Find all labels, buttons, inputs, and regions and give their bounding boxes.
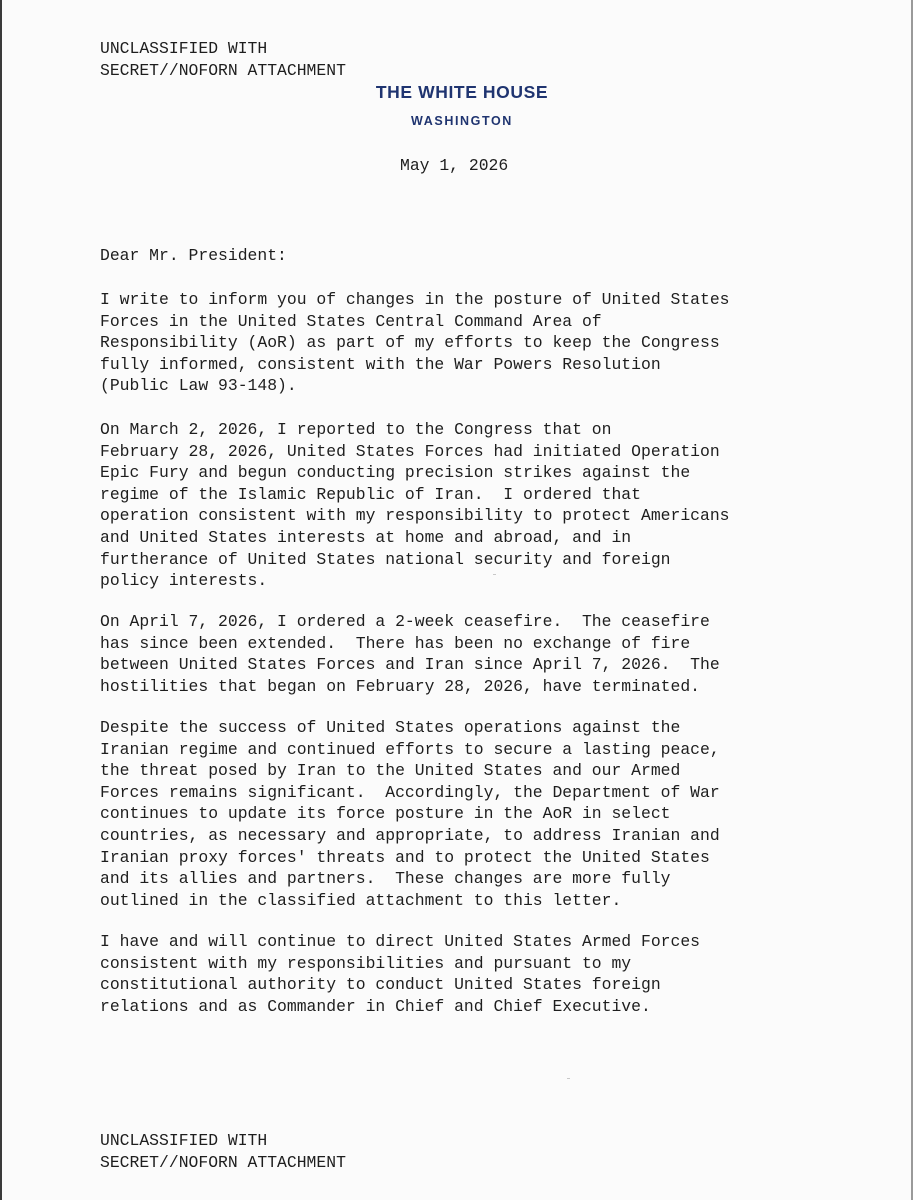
- text-line: between United States Forces and Iran since April 7, 2026. The: [100, 655, 720, 675]
- text-line: Forces in the United States Central Command Area of: [100, 311, 602, 331]
- text-line: relations and as Commander in Chief and Chief Executive.: [100, 996, 651, 1016]
- text-line: I write to inform you of changes in the posture of United States: [100, 290, 730, 309]
- text-line: Forces remains significant. Accordingly, the Department of War: [100, 782, 720, 802]
- text-line: policy interests.: [100, 571, 268, 591]
- text-line: regime of the Islamic Republic of Iran. I ordered that: [100, 484, 641, 504]
- text-line: February 28, 2026, United States Forces had initiated Operation: [100, 441, 720, 461]
- classification-marking-top: [100, 38, 346, 81]
- body-paragraph: [100, 717, 720, 911]
- text-line: outlined in the classified attachment to this letter.: [100, 890, 622, 910]
- text-line: countries, as necessary and appropriate, to address Iranian and: [100, 825, 720, 845]
- text-line: has since been extended. There has been no exchange of fire: [100, 633, 691, 653]
- text-line: and United States interests at home and abroad, and in: [100, 527, 632, 547]
- text-line: Epic Fury and begun conducting precision strikes against the: [100, 463, 691, 483]
- text-line: Responsibility (AoR) as part of my efforts to keep the Congress: [100, 333, 720, 353]
- classification-marking-bottom: [100, 1130, 346, 1173]
- text-line: the threat posed by Iran to the United States and our Armed: [100, 761, 681, 781]
- text-line: Iranian regime and continued efforts to secure a lasting peace,: [100, 739, 720, 759]
- salutation: Dear Mr. President:: [100, 246, 287, 265]
- page-left-edge: [0, 0, 2, 1200]
- text-line: and its allies and partners. These changes are more fully: [100, 869, 671, 889]
- classification-line: UNCLASSIFIED WITH: [100, 39, 268, 58]
- letterhead: [362, 81, 562, 129]
- text-line: consistent with my responsibilities and pursuant to my: [100, 953, 632, 973]
- body-paragraph: [100, 931, 700, 1017]
- text-line: Despite the success of United States operations against the: [100, 718, 681, 737]
- body-paragraph: [100, 611, 720, 697]
- text-line: constitutional authority to conduct United States foreign: [100, 975, 661, 995]
- scan-speck: [567, 1078, 570, 1079]
- letterhead-city: WASHINGTON: [411, 114, 513, 128]
- text-line: furtherance of United States national security and foreign: [100, 549, 671, 569]
- text-line: hostilities that began on February 28, 2026, have terminated.: [100, 676, 700, 696]
- scan-speck: [493, 574, 496, 575]
- classification-line: SECRET//NOFORN ATTACHMENT: [100, 60, 346, 80]
- body-paragraph: [100, 289, 730, 397]
- classification-line: UNCLASSIFIED WITH: [100, 1131, 268, 1150]
- text-line: continues to update its force posture in the AoR in select: [100, 804, 671, 824]
- body-paragraph: [100, 419, 730, 592]
- text-line: fully informed, consistent with the War Powers Resolution: [100, 354, 661, 374]
- letter-date: May 1, 2026: [400, 156, 509, 175]
- text-line: I have and will continue to direct United States Armed Forces: [100, 932, 700, 951]
- text-line: Iranian proxy forces' threats and to protect the United States: [100, 847, 710, 867]
- text-line: On April 7, 2026, I ordered a 2-week ceasefire. The ceasefire: [100, 612, 710, 631]
- text-line: operation consistent with my responsibility to protect Americans: [100, 506, 730, 526]
- letterhead-title: THE WHITE HOUSE: [375, 82, 549, 102]
- classification-line: SECRET//NOFORN ATTACHMENT: [100, 1152, 346, 1172]
- text-line: (Public Law 93-148).: [100, 376, 297, 396]
- text-line: On March 2, 2026, I reported to the Congress that on: [100, 420, 612, 439]
